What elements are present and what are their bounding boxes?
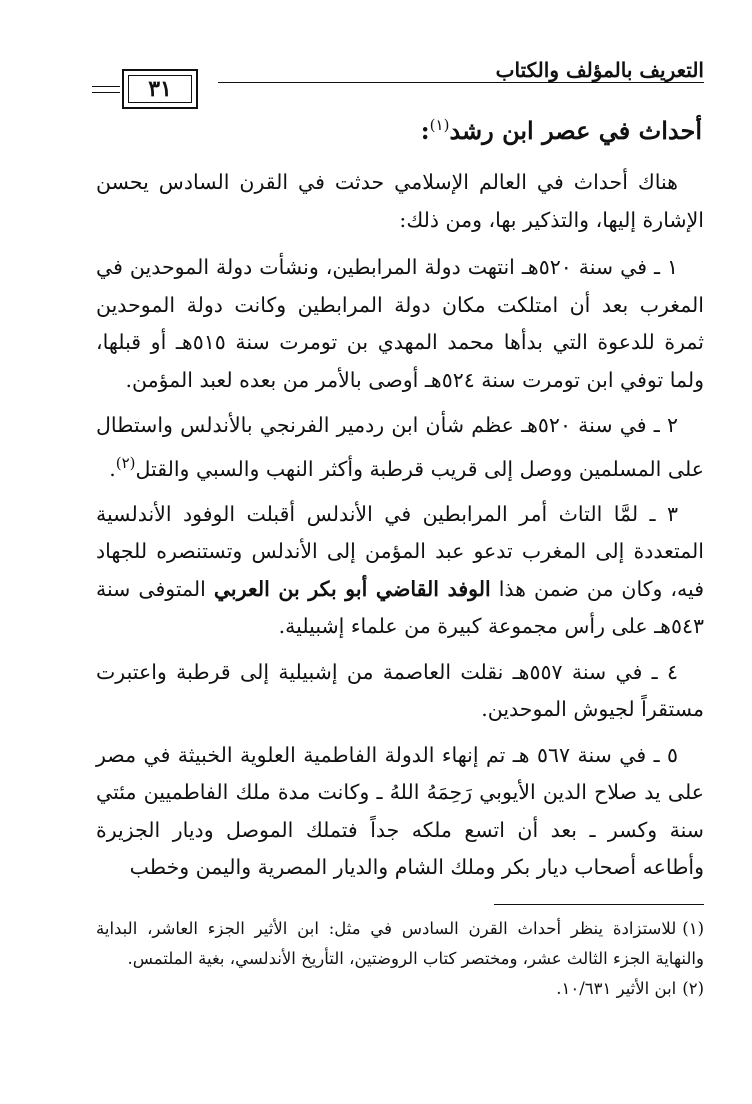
event-paragraph-2-text: ٢ ـ في سنة ٥٢٠هـ عظم شأن ابن ردمير الفرنجي بالأندلس واستطال على المسلمين ووصل إلى قريب قرطبة وأكثر النهب والسبي والقتل	[96, 413, 704, 481]
body-text	[96, 164, 704, 895]
section-heading-text: أحداث في عصر ابن رشد	[449, 116, 702, 145]
footnote-2-text: ابن الأثير ١٠/٦٣١.	[556, 979, 677, 998]
event-paragraph-2-footnote-ref: (٢)	[115, 453, 136, 472]
section-heading-colon: :	[420, 116, 430, 145]
event-paragraph-3-bold: الوفد القاضي أبو بكر بن العربي	[213, 576, 491, 601]
event-paragraph-3-start: ٣ ـ لمَّا التاث أمر المرابطين في الأندلس أقبلت الوفود الأندلسية المتعددة إلى المغرب تدعو عبد المؤمن إلى الأندلس وتستنصره للجهاد فيه، وكان من ضمن هذا	[96, 501, 704, 601]
footnote-1	[96, 914, 704, 974]
footnote-2-number: (٢)	[682, 979, 704, 998]
footnote-1-text: للاستزادة ينظر أحداث القرن السادس في مثل: ابن الأثير الجزء العاشر، البداية والنهاية الجزء الثالث عشر، ومختصر كتاب الروضتين، التأريخ الأندلسي، بغية الملتمس.	[96, 919, 704, 968]
page-number-frame	[122, 69, 198, 109]
footnote-2	[96, 974, 704, 1004]
header-rule-left-bottom	[92, 92, 120, 93]
event-paragraph-1: ١ ـ في سنة ٥٢٠هـ انتهت دولة المرابطين، ونشأت دولة الموحدين في المغرب بعد أن امتلكت مكان دولة المرابطين وكانت دولة الموحدين ثمرة للدعوة التي بدأها محمد المهدي بن تومرت سنة ٥١٥هـ أو قبلها، ولما توفي ابن تومرت سنة ٥٢٤هـ أوصى بالأمر من بعده لعبد المؤمن.	[96, 255, 704, 392]
page-number: ٣١	[128, 75, 192, 103]
section-heading-footnote-ref: (١)	[429, 116, 450, 134]
event-paragraph-2	[96, 407, 704, 488]
header-rule	[218, 82, 704, 83]
footnotes	[96, 914, 704, 1004]
event-paragraph-4: ٤ ـ في سنة ٥٥٧هـ نقلت العاصمة من إشبيلية إلى قرطبة واعتبرت مستقراً لجيوش الموحدين.	[96, 659, 704, 722]
footnote-rule	[494, 904, 704, 905]
event-paragraph-3-end: المتوفى سنة ٥٤٣هـ على رأس مجموعة كبيرة من علماء إشبيلية.	[96, 576, 704, 639]
intro-paragraph: هناك أحداث في العالم الإسلامي حدثت في القرن السادس يحسن الإشارة إليها، والتذكير بها، ومن ذلك:	[96, 170, 704, 232]
section-heading	[50, 116, 702, 145]
running-header-title: التعريف بالمؤلف والكتاب	[495, 58, 704, 82]
event-paragraph-5: ٥ ـ في سنة ٥٦٧ هـ تم إنهاء الدولة الفاطمية العلوية الخبيثة في مصر على يد صلاح الدين الأيوبي رَحِمَهُ اللهُ ـ وكانت مدة ملك الفاطميين مئتي سنة وكسر ـ بعد أن اتسع ملكه جداً فتملك الموصل وديار الجزيرة وأطاعه أصحاب ديار بكر وملك الشام والديار المصرية واليمن وخطب	[96, 742, 704, 880]
footnote-1-number: (١)	[682, 919, 704, 938]
event-paragraph-2-end: .	[109, 456, 116, 481]
event-paragraph-3	[96, 496, 704, 646]
header-rule-left-top	[92, 86, 120, 87]
